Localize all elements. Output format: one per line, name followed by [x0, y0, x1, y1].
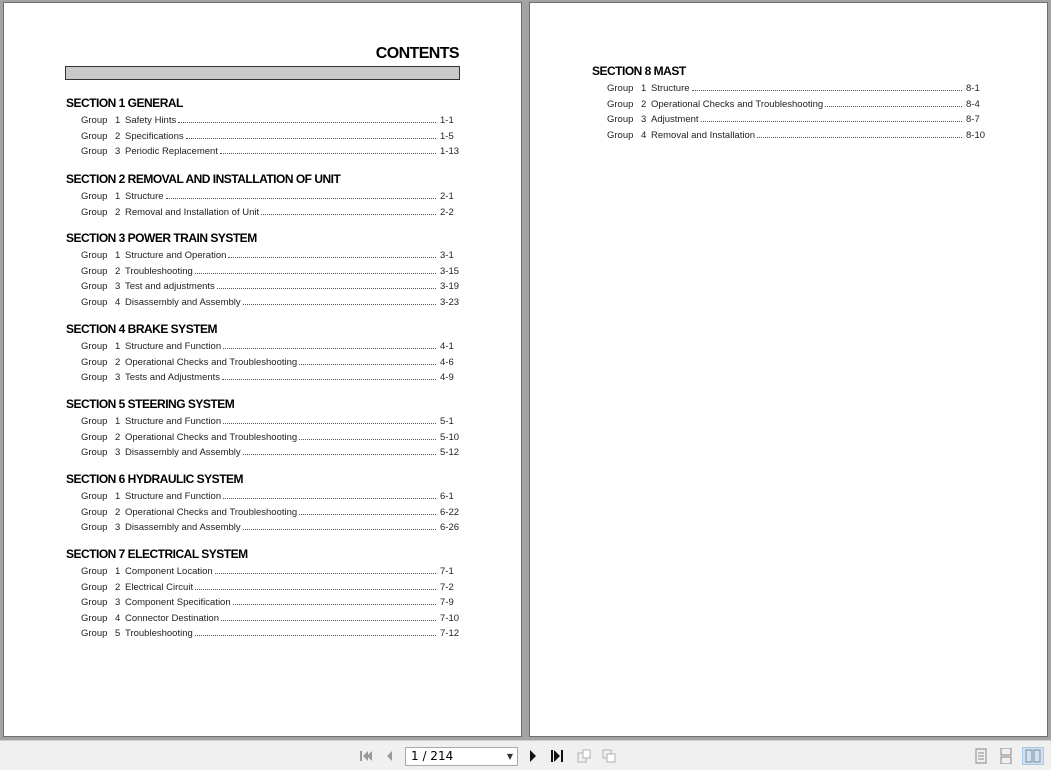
toc-section — [592, 63, 986, 143]
group-number: 4 — [641, 129, 647, 141]
entry-title: Troubleshooting — [125, 628, 193, 640]
toc-entry[interactable] — [66, 564, 460, 580]
entry-title: Disassembly and Assembly — [125, 447, 241, 459]
leader-dots — [701, 120, 962, 122]
toc-entry[interactable] — [66, 520, 460, 536]
next-page-button[interactable] — [524, 747, 542, 765]
toc-entry[interactable] — [66, 279, 460, 295]
toc-entry[interactable] — [66, 595, 460, 611]
group-label: Group — [81, 130, 108, 142]
section-heading: SECTION 8 MAST — [592, 64, 686, 78]
group-label: Group — [81, 566, 108, 577]
section-heading: SECTION 1 GENERAL — [66, 96, 183, 110]
toc-entry[interactable] — [66, 611, 460, 627]
pdf-page-1 — [3, 2, 522, 737]
group-number: 1 — [115, 250, 121, 261]
toc-section — [66, 95, 460, 160]
group-number: 2 — [115, 431, 121, 443]
chevron-down-icon: ▼ — [506, 752, 513, 761]
page-ref: 1-13 — [440, 146, 460, 158]
leader-dots — [261, 213, 436, 215]
two-page-view-button[interactable] — [1022, 747, 1044, 765]
group-label: Group — [81, 341, 108, 352]
toc-section — [66, 171, 460, 220]
leader-dots — [243, 453, 436, 455]
toc-entry[interactable] — [66, 248, 460, 264]
leader-dots — [222, 378, 436, 380]
rotate-icon — [576, 748, 592, 764]
page-ref: 3-15 — [440, 265, 460, 277]
page-ref: 6-22 — [440, 506, 460, 518]
entry-title: Structure and Operation — [125, 250, 227, 261]
group-number: 3 — [115, 597, 121, 609]
entry-title: Operational Checks and Troubleshooting — [125, 506, 298, 518]
toc-entry[interactable] — [66, 129, 460, 145]
page-ref: 5-10 — [440, 431, 460, 443]
group-number: 3 — [641, 114, 647, 126]
toc-entry[interactable] — [66, 430, 460, 446]
contents-title: CONTENTS — [375, 45, 459, 62]
last-page-icon — [550, 749, 564, 763]
group-label: Group — [607, 129, 634, 141]
leader-dots — [217, 287, 436, 289]
group-label: Group — [607, 83, 634, 94]
group-label: Group — [81, 281, 108, 293]
toc-section — [66, 321, 460, 386]
group-number: 1 — [641, 83, 647, 94]
leader-dots — [233, 603, 436, 605]
group-label: Group — [81, 522, 108, 534]
page-ref: 7-1 — [440, 566, 454, 577]
leader-dots — [186, 137, 436, 139]
toc-entry[interactable] — [66, 580, 460, 596]
page-ref: 7-2 — [440, 581, 454, 593]
first-page-icon — [359, 749, 373, 763]
group-number: 4 — [115, 612, 121, 624]
group-number: 2 — [115, 265, 121, 277]
single-page-view-button[interactable] — [972, 747, 990, 765]
entry-title: Safety Hints — [125, 115, 177, 126]
leader-dots — [195, 588, 436, 590]
page-ref: 6-1 — [440, 491, 454, 502]
group-label: Group — [81, 628, 108, 640]
toc-section — [66, 471, 460, 536]
entry-title: Tests and Adjustments — [125, 372, 221, 384]
entry-title: Specifications — [125, 130, 184, 142]
toc-entry[interactable] — [66, 489, 460, 505]
toc-entry[interactable] — [592, 128, 986, 144]
group-label: Group — [81, 296, 108, 308]
toc-entry[interactable] — [66, 205, 460, 221]
group-number: 4 — [115, 296, 121, 308]
leader-dots — [215, 572, 436, 574]
page-ref: 4-9 — [440, 372, 454, 384]
toc-entry[interactable] — [66, 505, 460, 521]
pdf-page-2 — [529, 2, 1048, 737]
entry-title: Troubleshooting — [125, 265, 193, 277]
entry-title: Structure — [651, 83, 690, 94]
entry-title: Connector Destination — [125, 612, 219, 624]
toc-entry[interactable] — [66, 355, 460, 371]
page-ref: 8-10 — [966, 129, 986, 141]
page-ref: 8-1 — [966, 83, 980, 94]
group-number: 2 — [115, 206, 121, 218]
toc-entry[interactable] — [66, 144, 460, 160]
page-ref: 8-7 — [966, 114, 980, 126]
leader-dots — [166, 197, 436, 199]
toc-entry[interactable] — [66, 189, 460, 205]
page-ref: 7-9 — [440, 597, 454, 609]
entry-title: Adjustment — [651, 114, 699, 126]
group-label: Group — [81, 491, 108, 502]
page-ref: 7-12 — [440, 628, 460, 640]
group-label: Group — [81, 612, 108, 624]
page-ref: 2-1 — [440, 191, 454, 202]
page-number-select[interactable] — [405, 747, 518, 766]
group-number: 2 — [641, 98, 647, 110]
previous-page-icon — [383, 749, 395, 763]
entry-title: Structure and Function — [125, 416, 222, 427]
page-ref: 6-26 — [440, 522, 460, 534]
group-number: 1 — [115, 491, 121, 502]
leader-dots — [299, 513, 436, 515]
next-page-icon — [527, 749, 539, 763]
leader-dots — [195, 272, 436, 274]
group-number: 2 — [115, 581, 121, 593]
group-label: Group — [81, 581, 108, 593]
leader-dots — [299, 438, 436, 440]
page-ref: 8-4 — [966, 98, 980, 110]
leader-dots — [243, 528, 436, 530]
group-label: Group — [607, 114, 634, 126]
toc-entry[interactable] — [66, 264, 460, 280]
group-label: Group — [81, 115, 108, 126]
group-label: Group — [81, 506, 108, 518]
leader-dots — [228, 256, 436, 258]
leader-dots — [178, 121, 436, 123]
group-number: 2 — [115, 356, 121, 368]
section-heading: SECTION 6 HYDRAULIC SYSTEM — [66, 472, 244, 486]
leader-dots — [223, 497, 436, 499]
last-page-button[interactable] — [548, 747, 566, 765]
page-ref: 4-6 — [440, 356, 454, 368]
toc-entry[interactable] — [66, 339, 460, 355]
page-ref: 3-19 — [440, 281, 460, 293]
entry-title: Removal and Installation of Unit — [125, 206, 260, 218]
group-label: Group — [81, 206, 108, 218]
page-ref: 2-2 — [440, 206, 454, 218]
section-heading: SECTION 4 BRAKE SYSTEM — [66, 322, 218, 336]
page-copy-button[interactable] — [600, 747, 618, 765]
two-page-view-icon — [1025, 748, 1041, 764]
leader-dots — [220, 152, 436, 154]
first-page-button[interactable] — [357, 747, 375, 765]
page-ref: 4-1 — [440, 341, 454, 352]
group-label: Group — [81, 416, 108, 427]
leader-dots — [825, 105, 962, 107]
section-heading: SECTION 7 ELECTRICAL SYSTEM — [66, 547, 248, 561]
toc-entry[interactable] — [592, 112, 986, 128]
toc-entry[interactable] — [66, 414, 460, 430]
toc-entry[interactable] — [66, 626, 460, 642]
entry-title: Operational Checks and Troubleshooting — [125, 431, 298, 443]
entry-title: Structure and Function — [125, 491, 222, 502]
page-copy-icon — [601, 748, 617, 764]
toc-entry[interactable] — [66, 113, 460, 129]
entry-title: Periodic Replacement — [125, 146, 218, 158]
page-ref: 5-12 — [440, 447, 460, 459]
group-number: 2 — [115, 130, 121, 142]
group-number: 1 — [115, 191, 121, 202]
group-number: 1 — [115, 416, 121, 427]
toc-section — [66, 230, 460, 310]
previous-page-button[interactable] — [380, 747, 398, 765]
group-number: 1 — [115, 566, 121, 577]
entry-title: Structure and Function — [125, 341, 222, 352]
group-label: Group — [607, 98, 634, 110]
single-page-view-icon — [974, 748, 988, 764]
entry-title: Electrical Circuit — [125, 581, 194, 593]
entry-title: Test and adjustments — [125, 281, 215, 293]
group-number: 1 — [115, 115, 121, 126]
page-ref: 1-5 — [440, 130, 454, 142]
toc-entry[interactable] — [66, 295, 460, 311]
group-label: Group — [81, 356, 108, 368]
group-label: Group — [81, 191, 108, 202]
page-ref: 7-10 — [440, 612, 460, 624]
leader-dots — [299, 363, 436, 365]
page-ref: 1-1 — [440, 115, 454, 126]
group-label: Group — [81, 597, 108, 609]
group-number: 3 — [115, 522, 121, 534]
group-label: Group — [81, 146, 108, 158]
section-heading: SECTION 2 REMOVAL AND INSTALLATION OF UNIT — [66, 172, 341, 186]
rotate-button[interactable] — [575, 747, 593, 765]
toc-section — [66, 396, 460, 461]
entry-title: Operational Checks and Troubleshooting — [651, 98, 824, 110]
toc-entry[interactable] — [592, 97, 986, 113]
leader-dots — [757, 136, 962, 138]
entry-title: Component Location — [125, 566, 213, 577]
leader-dots — [223, 422, 436, 424]
toc-entry[interactable] — [66, 445, 460, 461]
group-number: 2 — [115, 506, 121, 518]
group-label: Group — [81, 372, 108, 384]
page-ref: 3-23 — [440, 296, 460, 308]
leader-dots — [221, 619, 436, 621]
group-number: 3 — [115, 447, 121, 459]
group-number: 3 — [115, 146, 121, 158]
group-label: Group — [81, 265, 108, 277]
entry-title: Disassembly and Assembly — [125, 296, 241, 308]
section-heading: SECTION 3 POWER TRAIN SYSTEM — [66, 231, 257, 245]
leader-dots — [195, 634, 436, 636]
entry-title: Operational Checks and Troubleshooting — [125, 356, 298, 368]
group-number: 3 — [115, 372, 121, 384]
page-ref: 5-1 — [440, 416, 454, 427]
entry-title: Disassembly and Assembly — [125, 522, 241, 534]
group-number: 1 — [115, 341, 121, 352]
group-number: 3 — [115, 281, 121, 293]
page-ref: 3-1 — [440, 250, 454, 261]
leader-dots — [223, 347, 436, 349]
leader-dots — [243, 303, 436, 305]
entry-title: Removal and Installation — [651, 129, 756, 141]
viewer-toolbar — [0, 740, 1051, 770]
entry-title: Structure — [125, 191, 164, 202]
group-number: 5 — [115, 628, 121, 640]
entry-title: Component Specification — [125, 597, 231, 609]
continuous-view-button[interactable] — [997, 747, 1015, 765]
toc-section — [66, 546, 460, 642]
group-label: Group — [81, 431, 108, 443]
section-heading: SECTION 5 STEERING SYSTEM — [66, 397, 235, 411]
group-label: Group — [81, 250, 108, 261]
group-label: Group — [81, 447, 108, 459]
toc-entry[interactable] — [592, 81, 986, 97]
page-indicator: 1 / 214 — [411, 749, 454, 763]
toc-entry[interactable] — [66, 370, 460, 386]
title-rule-bar — [65, 66, 460, 80]
continuous-view-icon — [999, 748, 1013, 764]
leader-dots — [692, 89, 962, 91]
